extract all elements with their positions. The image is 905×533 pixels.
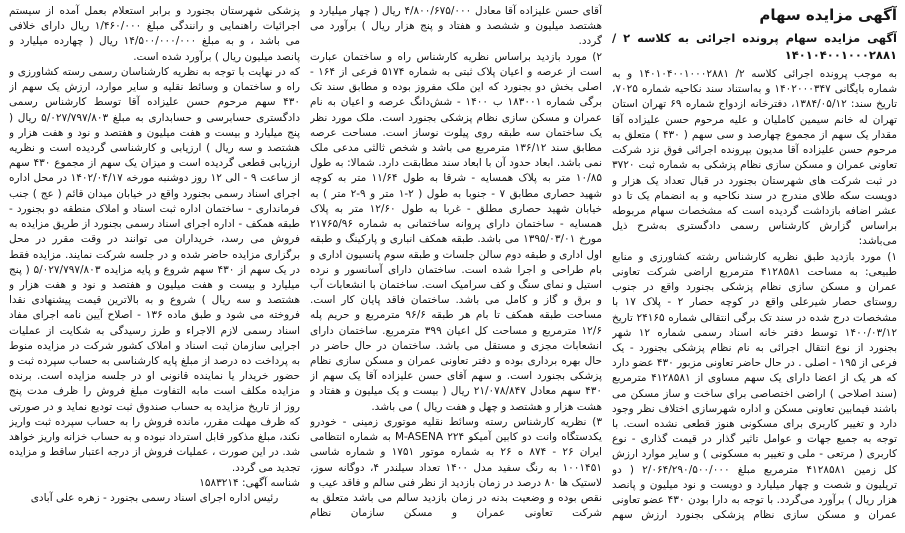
column-middle-body bbox=[310, 4, 602, 529]
column-middle bbox=[310, 4, 602, 529]
item-3-vehicle-continued: پزشکی شهرستان بجنورد و برابر استعلام بعمل آمده از سیستم اجرائیات راهنمایی و رانندگی مبلغ ۱/۴۶۰/۰۰۰ ریال دارای خلافی می باشد ، و به مبلغ ۱۴/۵۰۰/۰۰۰/۰۰۰ ریال ( چهارده میلیارد و پانصد میلیون ریال ) برآورد شده است. bbox=[9, 5, 300, 63]
notice-title: آگهی مزایده سهام bbox=[759, 6, 897, 24]
item-1-land-share: ۱) مورد بازدید طبق نظریه کارشناس رشته کشاورزی و منابع طبیعی: به مساحت ۴۱۲۸۵۸۱ مترمربع اراضی شرکت تعاونی عمران و مسکن سازی نظام پزشکی بجنورد واقع در جنوب روستای حصار شیرعلی واقع در کوچه حصار ۲ - پلاک ۱۷ با مشخصات درج شده در سند تک برگی انتقالی شماره ۲۴۱۶۵ تاریخ ۱۴۰۰/۰۳/۱۲ توسط دفتر خانه اسناد رسمی شماره ۱۲ شهر بجنورد از نوع انتقال اجرائی به نام نظام پزشکی بجنورد - یک فرعی از ۱۹۵ - اصلی . در حال حاضر تعاونی مزبور ۴۳۰ عضو دارد که هر یک از اعضا دارای یک سهم مساوی از ۴۱۲۸۵۸۱ مترمربع (سند اصلاحی ) اراضی اختصاصی برای ساخت و ساز مسکن می باشند فیمابین تعاونی مسکن و اداره شهرسازی اختلاف نظر وجود دارد و تغییر کاربری برای مسکونی هنوز قطعی نشده است. با توجه به جمیع جهات و عوامل تاثیر گذار در قیمت گذاری - نوع کاربری ( مرتعی - ملی و تغییر به مسکونی ) و سایر موارد ارزش کل زمین ۴۱۲۸۵۸۱ مترمربع مبلغ ۲/۰۶۴/۲۹۰/۵۰۰/۰۰۰ ( دو تریلیون و شصت و چهار میلیارد و دویست و نود میلیون و پانصد هزار ریال ) برآورد می‌گردد. با توجه به دارا بودن ۴۳۰ عضو تعاونی عمران و مسکن سازی نظام پزشکی بجنورد ارزش سهم bbox=[612, 250, 897, 522]
item-1-share-value: آقای حسن علیزاده آقا معادل ۴/۸۰۰/۶۷۵/۰۰۰ ریال ( چهار میلیارد و هشتصد میلیون و ششصد و هفتاد و پنج هزار ریال ) برآورد می گردد. bbox=[310, 5, 602, 48]
column-left-body bbox=[9, 4, 300, 529]
notice-id: شناسه آگهی: ۱۵۸۳۲۱۴ bbox=[199, 476, 300, 489]
case-subtitle: آگهی مزایده سهام پرونده اجرائی به کلاسه ۲ / bbox=[612, 31, 897, 45]
signature: رئیس اداره اجرای اسناد رسمی بجنورد - زهره علی آبادی bbox=[30, 492, 279, 504]
intro-paragraph: به موجب پرونده اجرائی کلاسه ۲/ ۱۴۰۱۰۴۰۰۱۰۰۰۲۸۸۱ و به شماره بایگانی ۱۴۰۲۰۰۰۳۴۷ و به‌استناد سند نکاحیه شماره ۷۰۲۵، تاریخ سند: ۱۳۸۴/۰۵/۱۲، دفترخانه ازدواج شماره ۶۹ تهران استان تهران له خانم سیمین کاملیان و علیه مرحوم حسن علیزاده آقا مقدار یک سهم از مجموع چهارصد و سی سهم ( ۴۳۰ ) متعلق به مرحوم حسن علیزاده آقا مدیون بپرونده اجرائی فوق نزد شرکت تعاونی عمران و مسکن سازی نظام پزشکی به شماره ثبت ۳۷۲۰ در ثبت شرکت های شهرستان بجنورد در قبال تعداد یک هزار و دویست سکه طلای مندرج در سند نکاحیه و به انضمام یک تا دو عشر اضافه بازداشت گردیده است که مشخصات سهام مربوطه براساس گزارش کارشناس رسمی دادگستری به‌شرح ذیل می‌باشد: bbox=[612, 68, 897, 248]
item-3-vehicle: ۳) نظریه کارشناس رسته وسائط نقلیه موتوری زمینی - خودرو یکدستگاه وانت دو کابین آمیکو M-ASENA ۲۲۴ به شماره انتظامی ایران ۲۶ - ۸۷۴ ه ۲۶ به شماره موتور ۱۷۵۱ و شماره شاسی ۱۰۰۱۴۵۱ به رنگ سفید مدل ۱۴۰۰ تعداد سیلندر ۴، دوگانه سوز، لاستیک ها ۸۰ درصد در زمان بازدید از نظر فنی سالم و فاقد عیب و نقص بوده و وضعیت بدنه در زمان بازدید سالم می باشد متعلق به شرکت تعاونی عمران و مسکن سازمان نظام bbox=[310, 415, 602, 520]
item-2-building: ۲) مورد بازدید براساس نظریه کارشناس راه و ساختمان عبارت است از عرصه و اعیان پلاک ثبتی به شماره ۵۱۷۴ فرعی از ۱۶۴ - اصلی بخش دو بجنورد که این ملک مفروز بوده و مطابق سند تک برگی شماره ۱۸۳۰۰۱ ب ۱۴۰۰ - شش‌دانگ عرصه و اعیان به نام عمران و مسکن سازی نظام پزشکی بجنورد است. ملک مورد نظر یک ساختمان سه طبقه روی پیلوت نوساز است. مساحت عرصه مطابق سند ۱۳۶/۱۲ مترمربع می باشد و شخص ثالثی مدعی ملک نمی باشد. ابعاد حدود آن با ابعاد سند مطابقت دارد. شمالا: به طول ۱۰/۸۵ متر به پلاک همسایه - شرقا به طول ۱۱/۶۴ متر به کوچه شهید حصاری مطابق ۷ - جنوبا به طول ( ۲-۱ متر و ۹-۲ متر ) به خیابان شهید حصاری مطلق - غربا به طول ۱۲/۶۰ متر به پلاک همسایه - ساختمان دارای پروانه ساختمانی به شماره ۲۱۷۶۵/۹۶ مورخ ۱۳۹۵/۰۳/۰۱ می باشد. طبقه همکف انباری و پارکینگ و طبقه اول اداری و طبقه دوم سالن جلسات و طبقه سوم پانسیون اداری و بام طراحی و اجرا شده است. ساختمان دارای آسانسور و نرده استیل و نمای سنگ و کف سرامیک است. ساختمان با انشعابات آب و برق و گاز و کامل می باشد. ساختمان فاقد پایان کار است. مساحت طبقه همکف تا بام هر طبقه ۹۶/۶ مترمربع و حریم پله ۱۲/۶ مترمربع و مساحت کل اعیان ۳۹۹ مترمربع. ساختمان دارای انشعابات مجزی و مستقل می باشد. ساختمان در حال حاضر در حال بهره برداری بوده و دفتر تعاونی عمران و مسکن سازی نظام پزشکی بجنورد است. و سهم آقای حسن علیزاده آقا یک سهم از ۴۳۰ سهم معادل ۲۱/۰۷۸/۸۴۷ ریال ( بیست و یک میلیون و هفتاد و هشت هزار و هشتصد و چهل و هفت ریال ) می باشد. bbox=[310, 50, 602, 413]
column-right-body bbox=[612, 67, 897, 529]
final-valuation-and-auction-terms: که در نهایت با توجه به نظریه کارشناسان رسمی رسته کشاورزی و راه و ساختمان و وسائط نقلیه و سایر موارد، ارزش یک سهم از ۴۳۰ سهم مرحوم حسن علیزاده آقا توسط کارشناس رسمی دادگستری حسابرسی و حسابداری به مبلغ ۵/۰۲۷/۷۹۷/۸۰۳ ریال ( پنج میلیارد و بیست و هفت میلیون و هفتصد و نود و هفت هزار و هشتصد و سه ریال ) ارزیابی و کارشناسی گردیده است و نظریه ارزیابی قطعی گردیده است و میزان یک سهم از مجموع ۴۳۰ سهم از ساعت ۹ - الی ۱۲ روز دوشنبه مورخه ۱۴۰۲/۰۴/۱۷ در محل اداره اجرای اسناد رسمی بجنورد واقع در خیابان میدان قائم ( عج ) جنب فرمانداری - ساختمان اداره ثبت اسناد و املاک منطقه دو بجنورد - طبقه همکف - اداره اجرای اسناد رسمی بجنورد از طریق مزایده به فروش می رسد، خریداران می توانند در وقت مقرر در محل برگزاری مزایده حاضر شده و در جلسه شرکت نمایند. مزایده فقط در یک سهم از ۴۳۰ سهم شروع و پایه مزایده ۵/۰۲۷/۷۹۷/۸۰۳ ( پنج میلیارد و بیست و هفت میلیون و هفتصد و نود و هفت هزار و هشتصد و سه ریال ) شروع و به بالاترین قیمت پیشنهادی نقدا فروخته می شود و طبق ماده ۱۳۶ - اصلاح آیین نامه اجرای مفاد اسناد رسمی لازم الاجراء و طرز رسیدگی به شکایت از عملیات اجرایی سازمان ثبت اسناد و املاک کشور شرکت در مزایده منوط به پرداخت ده درصد از مبلغ پایه کارشناسی به حساب سپرده ثبت و حضور خریدار یا نماینده قانونی او در جلسه مزایده است. برنده مزایده مکلف است مابه التفاوت مبلغ فروش را ظرف مدت پنج روز از تاریخ مزایده به حساب صندوق ثبت تودیع نماید و در صورتی که ظرف مهلت مقرر، مانده فروش را به حساب سپرده ثبت واریز نکند، مبلغ مذکور قابل استرداد نبوده و به حساب خزانه واریز خواهد شد. در این صورت ، عملیات فروش از درجه اعتبار ساقط و مزایده تجدید می گردد. bbox=[9, 65, 300, 474]
case-number: ۱۴۰۱۰۴۰۰۱۰۰۰۲۸۸۱ bbox=[784, 48, 897, 62]
column-right bbox=[612, 4, 897, 529]
column-left bbox=[9, 4, 300, 529]
